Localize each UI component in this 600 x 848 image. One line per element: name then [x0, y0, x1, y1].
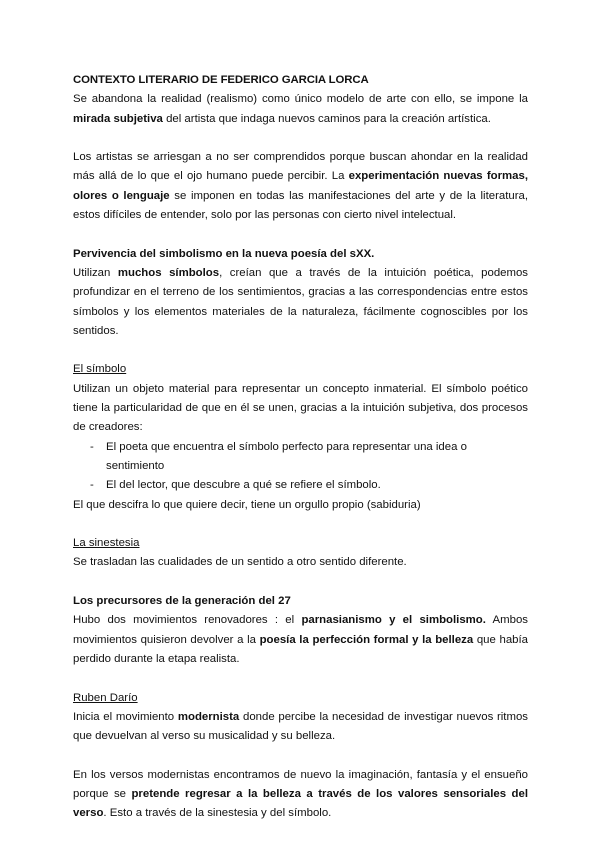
simbolismo-heading-text: Pervivencia del simbolismo en la nueva poesía del sXX. [73, 247, 375, 260]
modernistas-paragraph [73, 766, 528, 824]
document-title: CONTEXTO LITERARIO DE FEDERICO GARCIA LORCA [73, 74, 369, 86]
intro-text-1: Se abandona la realidad (realismo) como único modelo de arte con ello, se impone la [73, 93, 528, 106]
spacer [73, 669, 528, 688]
spacer [73, 515, 528, 534]
artists-text-2: se imponen en todas las manifestaciones del arte y de la literatura, estos difíciles de entender, solo por las personas con cierto nivel intelectual. [73, 189, 528, 222]
list-item-text: El del lector, que descubre a qué se refiere el símbolo. [106, 479, 381, 492]
dario-heading: Ruben Darío [73, 691, 138, 704]
precursores-heading [73, 592, 528, 611]
document-page [73, 71, 528, 824]
dash-marker: - [90, 440, 94, 453]
intro-bold-1: mirada subjetiva [73, 112, 163, 125]
modernistas-text-1: En los versos modernistas encontramos de nuevo la imaginación, fantasía y el ensueño porque se [73, 768, 528, 800]
artists-paragraph [73, 148, 528, 225]
dario-paragraph [73, 708, 528, 747]
list-item [73, 476, 528, 495]
list-item [73, 438, 528, 477]
dash-marker: - [90, 479, 94, 492]
simbolo-after: El que descifra lo que quiere decir, tiene un orgullo propio (sabiduria) [73, 498, 421, 511]
simbolismo-text-1: Utilizan [73, 266, 118, 279]
intro-text-2: del artista que indaga nuevos caminos para la creación artística. [162, 112, 491, 125]
artists-bold-1: experimentación nuevas formas, olores o lenguaje [73, 170, 528, 202]
sinestesia-heading: La sinestesia [73, 537, 140, 550]
dario-bold-1: modernista [177, 710, 240, 723]
sinestesia-paragraph: Se trasladan las cualidades de un sentido a otro sentido diferente. [73, 556, 407, 569]
simbolismo-text-2: , creían que a través de la intuición poética, podemos profundizar en el terreno de los sentimientos, gracias a las correspondencias entre estos símbolos y los elementos materiales de la naturaleza, fácilmente cognoscibles por los sentidos. [73, 266, 529, 337]
simbolismo-heading [73, 245, 528, 264]
intro-paragraph [73, 90, 528, 129]
simbolismo-bold-1: muchos símbolos [117, 266, 220, 279]
spacer [73, 746, 528, 765]
simbolismo-paragraph [73, 264, 528, 341]
spacer [73, 341, 528, 360]
precursores-text-3: que había perdido durante la etapa realista. [73, 633, 528, 665]
list-item-text: El poeta que encuentra el símbolo perfecto para representar una idea o sentimiento [106, 440, 467, 472]
precursores-heading-text: Los precursores de la generación del 27 [73, 595, 291, 608]
spacer [73, 573, 528, 592]
spacer [73, 129, 528, 148]
modernistas-bold-1: pretende regresar a la belleza a través de los valores sensoriales del verso [73, 787, 528, 820]
precursores-bold-2: poesía la perfección formal y la belleza [259, 633, 474, 646]
precursores-bold-1: parnasianismo y el simbolismo. [301, 614, 486, 627]
dario-text-1: Inicia el movimiento [73, 710, 178, 723]
precursores-text-1: Hubo dos movimientos renovadores : el [73, 614, 302, 627]
modernistas-text-2: . Esto a través de la sinestesia y del símbolo. [103, 807, 332, 820]
simbolo-paragraph: Utilizan un objeto material para representar un concepto inmaterial. El símbolo poético tiene la particularidad de que en él se unen, gracias a la intuición subjetiva, dos procesos de creadores: [73, 382, 528, 434]
simbolo-heading: El símbolo [73, 363, 127, 376]
artists-text-1: Los artistas se arriesgan a no ser comprendidos porque buscan ahondar en la realidad más allá de lo que el ojo humano puede percibir. La [73, 151, 528, 183]
spacer [73, 225, 528, 244]
precursores-text-2: Ambos movimientos quisieron devolver a la [73, 614, 528, 646]
precursores-paragraph [73, 611, 528, 669]
dario-text-2: donde percibe la necesidad de investigar nuevos ritmos que devuelvan al verso su musicalidad y su belleza. [73, 710, 528, 743]
